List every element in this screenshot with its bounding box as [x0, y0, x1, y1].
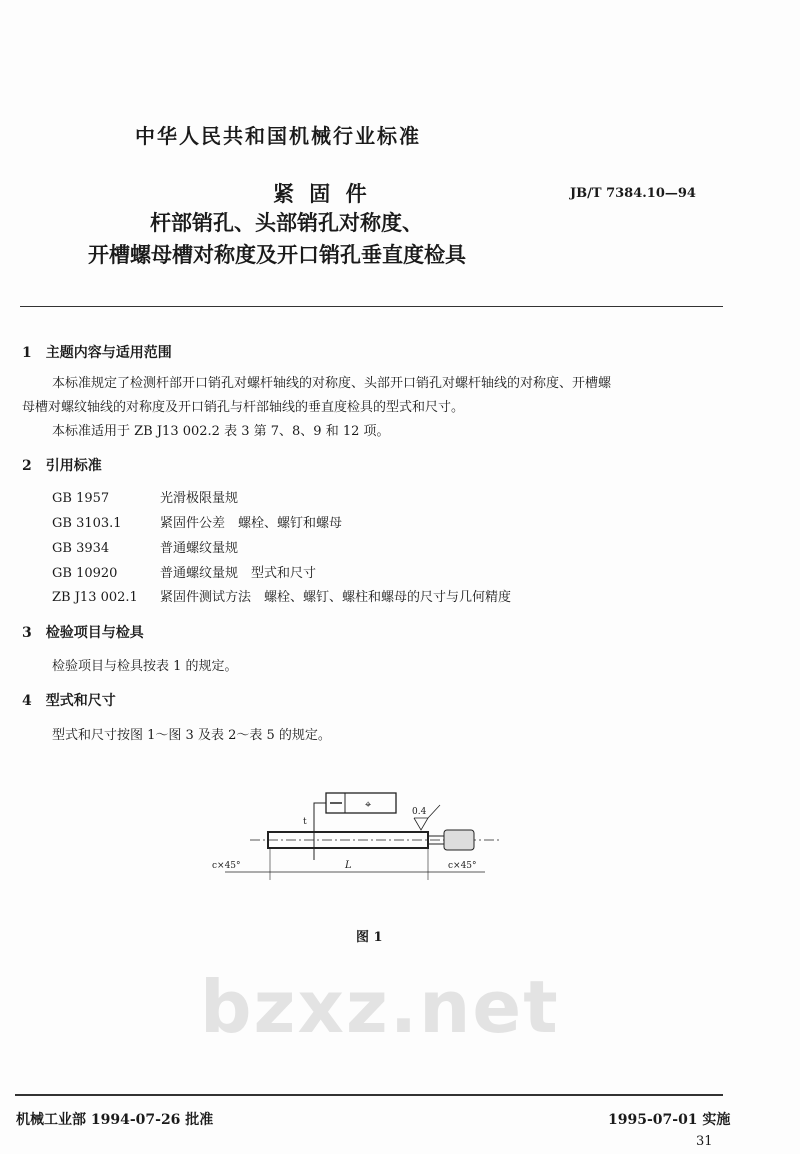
standard-code: JB/T 7384.10—94 — [570, 186, 696, 201]
section-1-heading: 1 主题内容与适用范围 — [22, 345, 172, 361]
roughness-label: 0.4 — [412, 807, 427, 817]
section-4-heading: 4 型式和尺寸 — [22, 693, 116, 709]
page-number: 31 — [696, 1134, 713, 1149]
reference-item: ZB J13 002.1 紧固件测试方法 螺栓、螺钉、螺柱和螺母的尺寸与几何精度 — [52, 590, 512, 605]
watermark: bzxz.net — [200, 965, 560, 1049]
section-4-para: 型式和尺寸按图 1～图 3 及表 2～表 5 的规定。 — [52, 728, 331, 743]
knurled-handle — [444, 830, 474, 850]
section-3-heading: 3 检验项目与检具 — [22, 625, 144, 641]
figure-caption: 图 1 — [356, 930, 383, 945]
section-3-para: 检验项目与检具按表 1 的规定。 — [52, 659, 238, 674]
reference-item: GB 1957 光滑极限量规 — [52, 491, 239, 506]
section-2-heading: 2 引用标准 — [22, 458, 102, 474]
title-line-2: 开槽螺母槽对称度及开口销孔垂直度检具 — [88, 242, 466, 267]
section-1-para-line: 本标准规定了检测杆部开口销孔对螺杆轴线的对称度、头部开口销孔对螺杆轴线的对称度、开槽螺 — [52, 376, 612, 391]
chamfer-left-label: c×45° — [212, 861, 241, 871]
length-label: L — [345, 860, 352, 871]
roughness-symbol-icon — [414, 818, 428, 830]
section-1-para-line: 本标准适用于 ZB J13 002.2 表 3 第 7、8、9 和 12 项。 — [52, 424, 390, 439]
issuing-org: 中华人民共和国机械行业标准 — [135, 124, 421, 148]
figure-1-drawing — [200, 780, 520, 890]
footer-divider — [15, 1094, 723, 1096]
header-divider — [20, 306, 723, 307]
reference-item: GB 3103.1 紧固件公差 螺栓、螺钉和螺母 — [52, 516, 343, 531]
category-title: 紧 固 件 — [273, 181, 371, 206]
reference-item: GB 10920 普通螺纹量规 型式和尺寸 — [52, 566, 317, 581]
approval-date: 机械工业部 1994-07-26 批准 — [16, 1112, 214, 1128]
datum-label: t — [303, 817, 307, 827]
roughness-symbol-tail — [428, 805, 440, 818]
effective-date: 1995-07-01 实施 — [608, 1112, 731, 1128]
reference-item: GB 3934 普通螺纹量规 — [52, 541, 239, 556]
position-symbol-icon: ⌖ — [365, 798, 372, 811]
chamfer-right-label: c×45° — [448, 861, 477, 871]
section-1-para-line: 母槽对螺纹轴线的对称度及开口销孔与杆部轴线的垂直度检具的型式和尺寸。 — [22, 400, 465, 415]
title-line-1: 杆部销孔、头部销孔对称度、 — [150, 210, 423, 235]
